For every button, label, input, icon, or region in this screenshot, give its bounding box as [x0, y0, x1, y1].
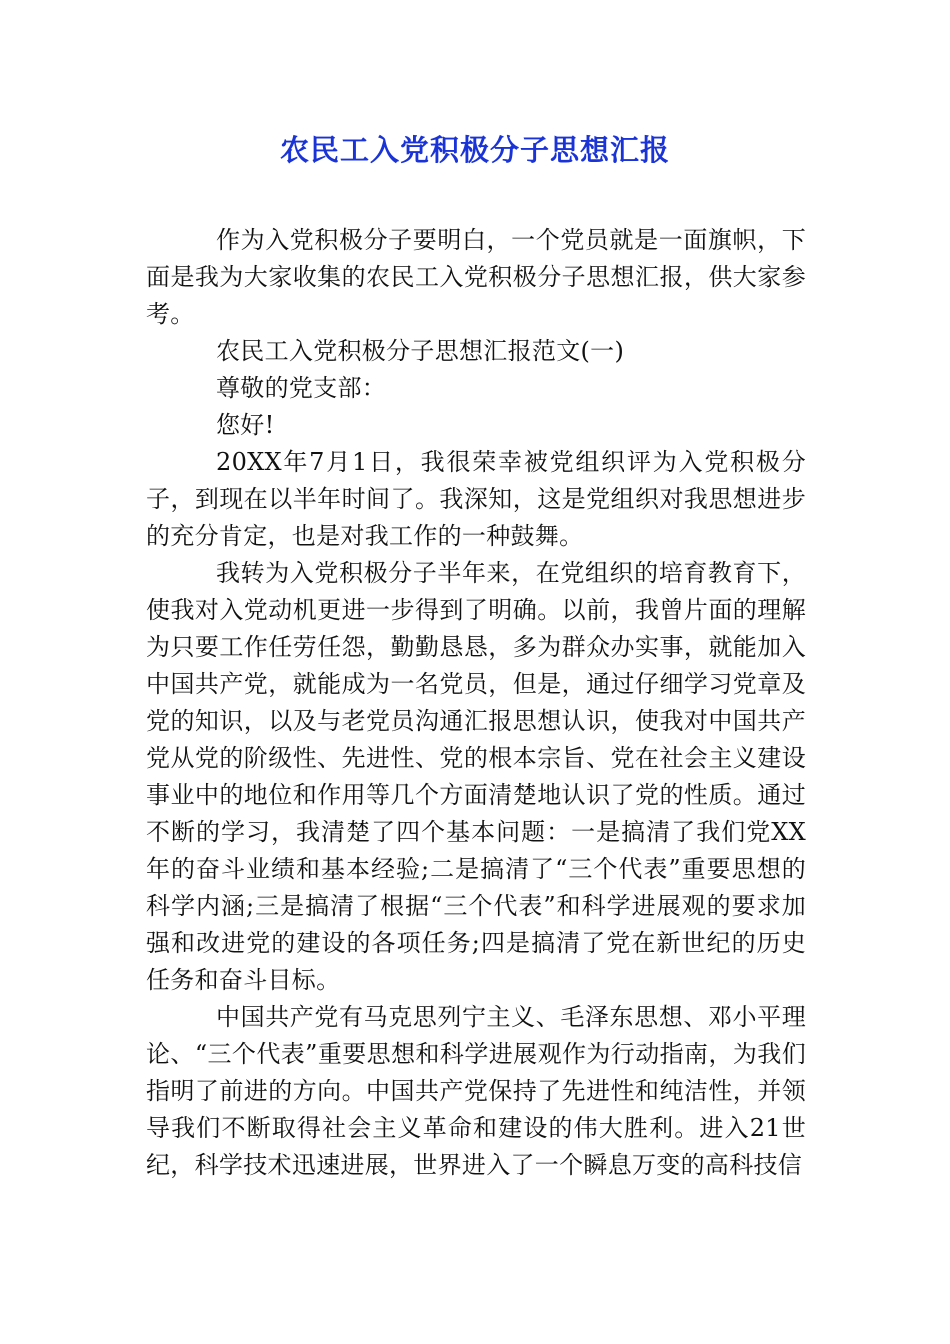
paragraph-salutation: 尊敬的党支部：: [216, 374, 387, 402]
paragraph-body-1: 20XX年7月1日，我很荣幸被党组织评为入党积极分子，到现在以半年时间了。我深知，这是党组织对我思想进步的充分肯定，也是对我工作的一种鼓舞。: [146, 448, 806, 550]
paragraph-body-3: 中国共产党有马克思列宁主义、毛泽东思想、邓小平理论、“三个代表”重要思想和科学进展观作为行动指南，为我们指明了前进的方向。中国共产党保持了先进性和纯洁性，并领导我们不断取得社会主义革命和建设的伟大胜利。进入21世纪，科学技术迅速进展，世界进入了一个瞬息万变的高科技信: [146, 1003, 806, 1179]
paragraph-subtitle: 农民工入党积极分子思想汇报范文(一): [216, 337, 625, 365]
paragraph-intro: 作为入党积极分子要明白，一个党员就是一面旗帜，下面是我为大家收集的农民工入党积极分子思想汇报，供大家参考。: [146, 226, 806, 328]
paragraph-greeting: 您好!: [216, 411, 275, 439]
document-title: 农民工入党积极分子思想汇报: [279, 133, 670, 167]
paragraph-body-2: 我转为入党积极分子半年来，在党组织的培育教育下，使我对入党动机更进一步得到了明确。以前，我曾片面的理解为只要工作任劳任怨，勤勤恳恳，多为群众办实事，就能加入中国共产党，就能成为一名党员，但是，通过仔细学习党章及党的知识，以及与老党员沟通汇报思想认识，使我对中国共产党从党的阶级性、先进性、党的根本宗旨、党在社会主义建设事业中的地位和作用等几个方面清楚地认识了党的性质。通过不断的学习，我清楚了四个基本问题：一是搞清了我们党XX年的奋斗业绩和基本经验;二是搞清了“三个代表”重要思想的科学内涵;三是搞清了根据“三个代表”和科学进展观的要求加强和改进党的建设的各项任务;四是搞清了党在新世纪的历史任务和奋斗目标。: [146, 559, 806, 994]
document-body: [146, 222, 806, 1184]
